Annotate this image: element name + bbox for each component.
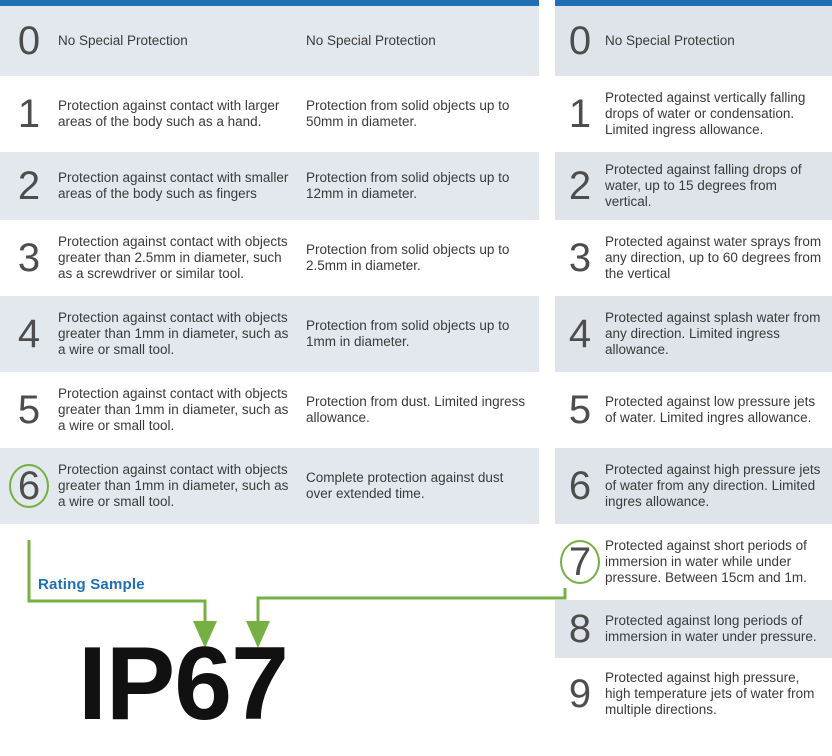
table-row — [0, 6, 539, 76]
rating-digit: 0 — [568, 19, 592, 63]
table-row — [0, 76, 539, 152]
solids-protection-text: Complete protection against dust over extended time. — [306, 470, 504, 501]
rating-digit: 6 — [568, 464, 592, 508]
rating-digit: 9 — [568, 672, 592, 716]
table-row — [555, 658, 832, 730]
water-protection-text: Protected against high pressure jets of water from any direction. Limited ingres allowance. — [605, 462, 821, 509]
rating-sample-label: Rating Sample — [38, 576, 145, 593]
table-row-selected — [0, 448, 539, 524]
rating-digit: 4 — [568, 312, 592, 356]
rating-digit-selected: 7 — [555, 542, 605, 582]
table-row — [555, 296, 832, 372]
table-row — [555, 448, 832, 524]
table-row — [0, 372, 539, 448]
contact-protection-text: Protection against contact with objects greater than 2.5mm in diameter, such as a screwdriver or similar tool. — [58, 234, 288, 281]
table-row — [0, 152, 539, 220]
rating-digit: 1 — [17, 92, 41, 136]
table-row — [555, 76, 832, 152]
water-protection-text: Protected against long periods of immersion in water under pressure. — [605, 613, 817, 644]
contact-protection-text: Protection against contact with objects greater than 1mm in diameter, such as a wire or small tool. — [58, 462, 289, 509]
solids-protection-text: Protection from solid objects up to 1mm in diameter. — [306, 318, 510, 349]
ip-rating-code: IP67 — [78, 626, 288, 742]
table-row — [555, 600, 832, 658]
rating-digit: 0 — [17, 19, 41, 63]
water-protection-text: Protected against splash water from any direction. Limited ingress allowance. — [605, 310, 821, 357]
solids-protection-text: Protection from solid objects up to 12mm in diameter. — [306, 170, 510, 201]
table-row-selected — [555, 524, 832, 600]
table-row — [555, 372, 832, 448]
solids-protection-text: No Special Protection — [306, 33, 436, 49]
rating-digit-selected: 6 — [0, 466, 58, 506]
table-row — [0, 296, 539, 372]
contact-protection-text: No Special Protection — [58, 33, 188, 49]
rating-digit: 2 — [568, 164, 592, 208]
water-protection-text: Protected against high pressure, high temperature jets of water from multiple directions. — [605, 670, 815, 717]
contact-protection-text: Protection against contact with objects greater than 1mm in diameter, such as a wire or small tool. — [58, 310, 289, 357]
rating-digit: 8 — [568, 607, 592, 651]
solids-protection-text: Protection from solid objects up to 50mm in diameter. — [306, 98, 510, 129]
rating-digit: 4 — [17, 312, 41, 356]
connector-line-seven — [258, 588, 565, 633]
rating-digit: 5 — [568, 388, 592, 432]
table-row — [555, 220, 832, 296]
contact-protection-text: Protection against contact with larger areas of the body such as a hand. — [58, 98, 280, 129]
water-protection-text: Protected against water sprays from any direction, up to 60 degrees from the vertical — [605, 234, 822, 281]
rating-digit: 2 — [17, 164, 41, 208]
rating-digit: 5 — [17, 388, 41, 432]
table-row — [0, 220, 539, 296]
water-protection-text: Protected against vertically falling drops of water or condensation. Limited ingress allowance. — [605, 90, 806, 137]
solids-protection-text: Protection from dust. Limited ingress allowance. — [306, 394, 526, 425]
water-protection-text: Protected against low pressure jets of water. Limited ingres allowance. — [605, 394, 816, 425]
water-protection-table — [555, 6, 832, 730]
rating-digit: 3 — [568, 236, 592, 280]
water-protection-text: Protected against short periods of immersion in water while under pressure. Between 15cm and 1m. — [605, 538, 807, 585]
table-row — [555, 152, 832, 220]
contact-protection-text: Protection against contact with smaller areas of the body such as fingers — [58, 170, 289, 201]
rating-digit: 1 — [568, 92, 592, 136]
water-protection-text: No Special Protection — [605, 33, 735, 49]
contact-protection-text: Protection against contact with objects greater than 1mm in diameter, such as a wire or small tool. — [58, 386, 289, 433]
rating-digit: 3 — [17, 236, 41, 280]
solids-protection-table — [0, 6, 539, 524]
water-protection-text: Protected against falling drops of water, up to 15 degrees from vertical. — [605, 162, 802, 209]
table-row — [555, 6, 832, 76]
solids-protection-text: Protection from solid objects up to 2.5mm in diameter. — [306, 242, 510, 273]
